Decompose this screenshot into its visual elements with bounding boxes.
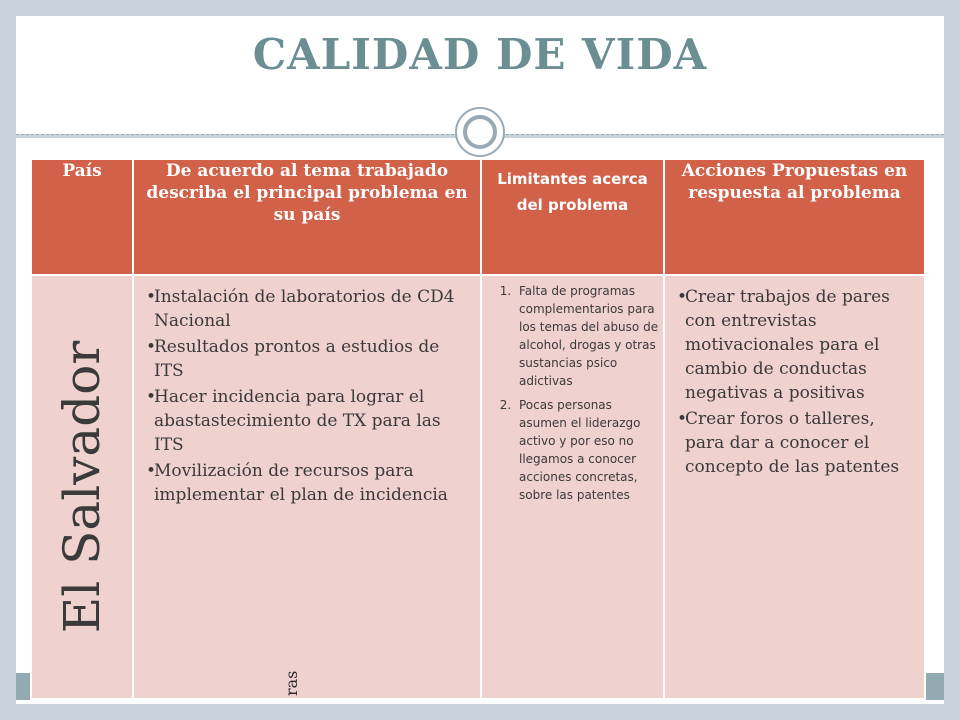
header-actions: Acciones Propuestas en respuesta al problema [664, 159, 925, 275]
circle-ornament-icon [455, 107, 505, 157]
table-row [31, 275, 925, 699]
slide-title: CALIDAD DE VIDA [252, 30, 708, 79]
actions-list [665, 276, 924, 479]
country-cell [31, 275, 133, 699]
country-name: El Salvador [53, 340, 111, 634]
list-item: • Resultados prontos a estudios de ITS [146, 335, 472, 383]
stray-text: ras [282, 670, 301, 696]
header-pais: País [31, 159, 133, 275]
problem-list [134, 276, 480, 507]
limitations-cell [481, 275, 664, 699]
list-item: • Movilización de recursos para implementar el plan de incidencia [146, 459, 472, 507]
bottom-edge [16, 700, 944, 704]
problem-cell [133, 275, 481, 699]
list-item: • Instalación de laboratorios de CD4 Nacional [146, 285, 472, 333]
list-item: 1. Falta de programas complementarios para los temas del abuso de alcohol, drogas y otras sustancias psico adictivas [515, 282, 659, 390]
data-table [30, 158, 926, 700]
actions-cell [664, 275, 925, 699]
limitations-list [482, 276, 663, 504]
header-row [31, 159, 925, 275]
header-problem: De acuerdo al tema trabajado describa el principal problema en su país [133, 159, 481, 275]
list-item: 2. Pocas personas asumen el liderazgo activo y por eso no llegamos a conocer acciones concretas, sobre las patentes [515, 396, 659, 504]
stray-text-wrap [282, 660, 302, 696]
header-limitations: Limitantes acerca del problema [481, 159, 664, 275]
list-item: • Crear foros o talleres, para dar a conocer el concepto de las patentes [677, 407, 916, 479]
list-item: • Hacer incidencia para lograr el abastastecimiento de TX para las ITS [146, 385, 472, 457]
list-item: • Crear trabajos de pares con entrevistas motivacionales para el cambio de conductas negativas a positivas [677, 285, 916, 405]
